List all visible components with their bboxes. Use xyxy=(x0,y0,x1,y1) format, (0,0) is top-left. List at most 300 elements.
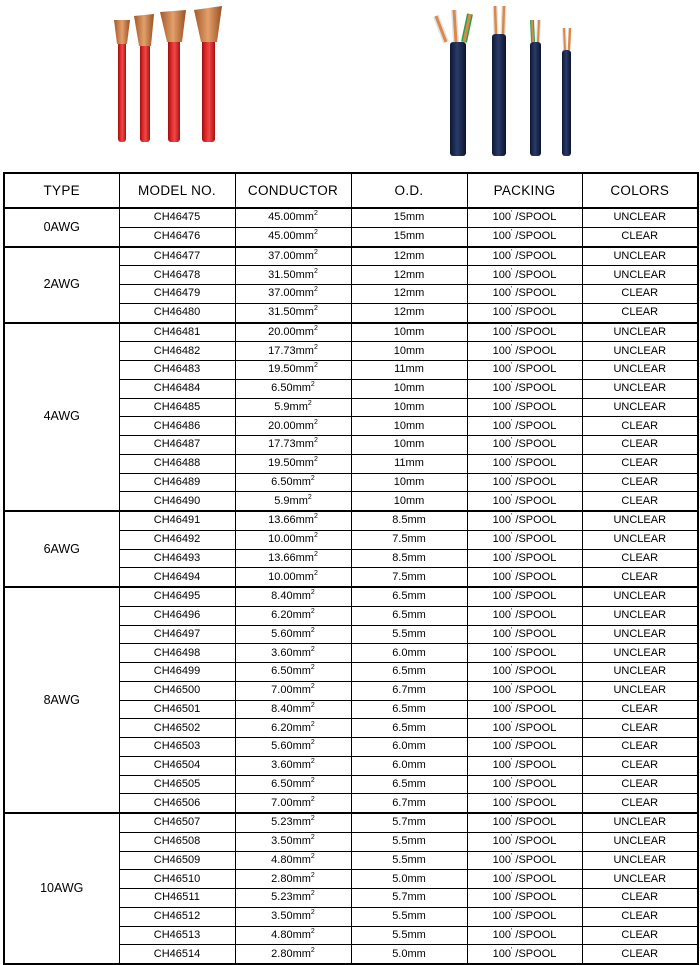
conductor-cell xyxy=(235,870,351,889)
packing-mark: ' xyxy=(510,927,513,935)
conductor-cell xyxy=(235,644,351,663)
od-cell: 12mm xyxy=(351,285,467,304)
packing-qty: 100 xyxy=(492,702,511,715)
conductor-unit-sup: 2 xyxy=(310,927,315,935)
conductor-unit-sup: 2 xyxy=(310,701,315,709)
od-cell: 15mm xyxy=(351,227,467,246)
table-body xyxy=(4,208,698,964)
packing-cell xyxy=(467,606,582,625)
color-cell: UNCLEAR xyxy=(582,342,698,361)
packing-mark: ' xyxy=(510,739,513,747)
conductor-unit-sup: 2 xyxy=(310,852,315,860)
packing-mark: ' xyxy=(510,399,513,407)
conductor-unit-sup: 2 xyxy=(310,626,315,634)
packing-qty: 100 xyxy=(492,457,511,470)
packing-mark: ' xyxy=(510,795,513,803)
packing-qty: 100 xyxy=(492,646,511,659)
packing-unit: /SPOOL xyxy=(512,740,557,753)
od-cell: 10mm xyxy=(351,379,467,398)
color-cell: CLEAR xyxy=(582,794,698,813)
packing-mark: ' xyxy=(510,286,513,294)
od-cell: 6.5mm xyxy=(351,700,467,719)
packing-cell xyxy=(467,719,582,738)
conductor-unit-sup: 2 xyxy=(310,381,315,389)
packing-qty: 100 xyxy=(492,627,511,640)
od-cell: 11mm xyxy=(351,454,467,473)
od-cell: 8.5mm xyxy=(351,549,467,568)
header-model-no: MODEL NO. xyxy=(119,173,235,208)
packing-cell xyxy=(467,227,582,246)
model-cell: CH46507 xyxy=(119,813,235,832)
packing-mark: ' xyxy=(510,608,513,616)
packing-cell xyxy=(467,417,582,436)
conductor-cell xyxy=(235,247,351,266)
od-cell: 11mm xyxy=(351,361,467,380)
conductor-value: 19.50mm xyxy=(268,457,314,470)
packing-unit: /SPOOL xyxy=(512,910,557,923)
packing-mark: ' xyxy=(510,645,513,653)
od-cell: 6.5mm xyxy=(351,606,467,625)
packing-cell xyxy=(467,587,582,606)
conductor-cell xyxy=(235,398,351,417)
od-cell: 12mm xyxy=(351,266,467,285)
packing-cell xyxy=(467,247,582,266)
packing-cell xyxy=(467,323,582,342)
od-cell: 10mm xyxy=(351,417,467,436)
conductor-cell xyxy=(235,907,351,926)
packing-cell xyxy=(467,266,582,285)
conductor-unit-sup: 2 xyxy=(310,608,315,616)
packing-mark: ' xyxy=(510,834,513,842)
conductor-cell xyxy=(235,323,351,342)
model-cell: CH46514 xyxy=(119,945,235,964)
packing-unit: /SPOOL xyxy=(512,249,557,262)
packing-cell xyxy=(467,361,582,380)
packing-mark: ' xyxy=(510,871,513,879)
table-row xyxy=(4,587,698,606)
packing-qty: 100 xyxy=(492,835,511,848)
color-cell: UNCLEAR xyxy=(582,208,698,227)
packing-qty: 100 xyxy=(492,928,511,941)
packing-unit: /SPOOL xyxy=(512,363,557,376)
model-cell: CH46506 xyxy=(119,794,235,813)
color-cell: CLEAR xyxy=(582,926,698,945)
packing-unit: /SPOOL xyxy=(512,684,557,697)
packing-mark: ' xyxy=(510,946,513,954)
conductor-cell xyxy=(235,851,351,870)
packing-unit: /SPOOL xyxy=(512,325,557,338)
conductor-cell xyxy=(235,266,351,285)
conductor-value: 2.80mm xyxy=(271,947,311,960)
packing-mark: ' xyxy=(510,343,513,351)
model-cell: CH46481 xyxy=(119,323,235,342)
conductor-value: 13.66mm xyxy=(268,551,314,564)
packing-mark: ' xyxy=(510,381,513,389)
type-cell: 2AWG xyxy=(4,247,119,323)
model-cell: CH46478 xyxy=(119,266,235,285)
packing-cell xyxy=(467,342,582,361)
packing-cell xyxy=(467,492,582,511)
model-cell: CH46480 xyxy=(119,303,235,322)
packing-unit: /SPOOL xyxy=(512,268,557,281)
od-cell: 6.0mm xyxy=(351,756,467,775)
header-colors: COLORS xyxy=(582,173,698,208)
color-cell: UNCLEAR xyxy=(582,870,698,889)
conductor-unit-sup: 2 xyxy=(310,890,315,898)
header-od: O.D. xyxy=(351,173,467,208)
packing-qty: 100 xyxy=(492,494,511,507)
conductor-cell xyxy=(235,511,351,530)
color-cell: CLEAR xyxy=(582,907,698,926)
packing-cell xyxy=(467,379,582,398)
model-cell: CH46502 xyxy=(119,719,235,738)
packing-mark: ' xyxy=(510,589,513,597)
packing-cell xyxy=(467,907,582,926)
conductor-cell xyxy=(235,530,351,549)
packing-mark: ' xyxy=(510,493,513,501)
conductor-value: 5.23mm xyxy=(271,891,311,904)
od-cell: 10mm xyxy=(351,323,467,342)
header-packing: PACKING xyxy=(467,173,582,208)
packing-cell xyxy=(467,700,582,719)
color-cell: CLEAR xyxy=(582,436,698,455)
conductor-cell xyxy=(235,568,351,587)
packing-unit: /SPOOL xyxy=(512,796,557,809)
conductor-unit-sup: 2 xyxy=(313,513,318,521)
type-cell: 8AWG xyxy=(4,587,119,813)
conductor-cell xyxy=(235,832,351,851)
conductor-unit-sup: 2 xyxy=(310,815,315,823)
conductor-cell xyxy=(235,700,351,719)
packing-unit: /SPOOL xyxy=(512,287,557,300)
packing-cell xyxy=(467,889,582,908)
color-cell: CLEAR xyxy=(582,285,698,304)
model-cell: CH46499 xyxy=(119,663,235,682)
packing-cell xyxy=(467,549,582,568)
color-cell: UNCLEAR xyxy=(582,606,698,625)
conductor-value: 2.80mm xyxy=(271,872,311,885)
packing-qty: 100 xyxy=(492,400,511,413)
od-cell: 5.7mm xyxy=(351,889,467,908)
color-cell: UNCLEAR xyxy=(582,361,698,380)
conductor-unit-sup: 2 xyxy=(313,456,318,464)
conductor-value: 4.80mm xyxy=(271,853,311,866)
packing-mark: ' xyxy=(510,683,513,691)
packing-unit: /SPOOL xyxy=(512,457,557,470)
conductor-value: 6.20mm xyxy=(271,609,311,622)
conductor-cell xyxy=(235,227,351,246)
conductor-cell xyxy=(235,549,351,568)
conductor-unit-sup: 2 xyxy=(313,550,318,558)
conductor-value: 8.40mm xyxy=(271,590,311,603)
packing-mark: ' xyxy=(510,720,513,728)
packing-cell xyxy=(467,625,582,644)
model-cell: CH46479 xyxy=(119,285,235,304)
table-row xyxy=(4,323,698,342)
packing-mark: ' xyxy=(510,701,513,709)
od-cell: 6.0mm xyxy=(351,738,467,757)
model-cell: CH46476 xyxy=(119,227,235,246)
conductor-cell xyxy=(235,625,351,644)
conductor-value: 6.20mm xyxy=(271,721,311,734)
packing-cell xyxy=(467,926,582,945)
model-cell: CH46508 xyxy=(119,832,235,851)
conductor-unit-sup: 2 xyxy=(310,776,315,784)
color-cell: CLEAR xyxy=(582,227,698,246)
od-cell: 7.5mm xyxy=(351,568,467,587)
header-conductor: CONDUCTOR xyxy=(235,173,351,208)
packing-qty: 100 xyxy=(492,609,511,622)
color-cell: UNCLEAR xyxy=(582,832,698,851)
packing-qty: 100 xyxy=(492,438,511,451)
conductor-unit-sup: 2 xyxy=(307,493,312,501)
packing-unit: /SPOOL xyxy=(512,211,557,224)
packing-unit: /SPOOL xyxy=(512,438,557,451)
conductor-value: 3.50mm xyxy=(271,835,311,848)
conductor-unit-sup: 2 xyxy=(310,645,315,653)
conductor-unit-sup: 2 xyxy=(310,474,315,482)
packing-qty: 100 xyxy=(492,363,511,376)
packing-unit: /SPOOL xyxy=(512,646,557,659)
color-cell: CLEAR xyxy=(582,775,698,794)
packing-mark: ' xyxy=(510,815,513,823)
packing-qty: 100 xyxy=(492,891,511,904)
packing-qty: 100 xyxy=(492,230,511,243)
model-cell: CH46503 xyxy=(119,738,235,757)
conductor-value: 45.00mm xyxy=(268,230,314,243)
od-cell: 6.5mm xyxy=(351,775,467,794)
model-cell: CH46497 xyxy=(119,625,235,644)
conductor-value: 5.60mm xyxy=(271,740,311,753)
packing-qty: 100 xyxy=(492,533,511,546)
conductor-value: 17.73mm xyxy=(268,438,314,451)
od-cell: 5.5mm xyxy=(351,926,467,945)
model-cell: CH46511 xyxy=(119,889,235,908)
packing-mark: ' xyxy=(510,758,513,766)
conductor-unit-sup: 2 xyxy=(310,946,315,954)
packing-unit: /SPOOL xyxy=(512,306,557,319)
model-cell: CH46504 xyxy=(119,756,235,775)
packing-unit: /SPOOL xyxy=(512,494,557,507)
conductor-value: 6.50mm xyxy=(271,475,311,488)
packing-unit: /SPOOL xyxy=(512,344,557,357)
color-cell: UNCLEAR xyxy=(582,266,698,285)
model-cell: CH46494 xyxy=(119,568,235,587)
model-cell: CH46490 xyxy=(119,492,235,511)
packing-qty: 100 xyxy=(492,759,511,772)
od-cell: 6.5mm xyxy=(351,663,467,682)
packing-unit: /SPOOL xyxy=(512,514,557,527)
packing-unit: /SPOOL xyxy=(512,627,557,640)
model-cell: CH46493 xyxy=(119,549,235,568)
packing-qty: 100 xyxy=(492,796,511,809)
packing-qty: 100 xyxy=(492,419,511,432)
packing-qty: 100 xyxy=(492,740,511,753)
conductor-cell xyxy=(235,945,351,964)
conductor-value: 5.60mm xyxy=(271,627,311,640)
packing-unit: /SPOOL xyxy=(512,382,557,395)
packing-qty: 100 xyxy=(492,590,511,603)
packing-mark: ' xyxy=(510,305,513,313)
packing-qty: 100 xyxy=(492,268,511,281)
od-cell: 5.5mm xyxy=(351,907,467,926)
packing-unit: /SPOOL xyxy=(512,853,557,866)
packing-cell xyxy=(467,945,582,964)
packing-unit: /SPOOL xyxy=(512,570,557,583)
model-cell: CH46501 xyxy=(119,700,235,719)
conductor-value: 17.73mm xyxy=(268,344,314,357)
model-cell: CH46475 xyxy=(119,208,235,227)
od-cell: 10mm xyxy=(351,436,467,455)
packing-mark: ' xyxy=(510,437,513,445)
conductor-cell xyxy=(235,473,351,492)
packing-unit: /SPOOL xyxy=(512,475,557,488)
conductor-cell xyxy=(235,379,351,398)
color-cell: CLEAR xyxy=(582,738,698,757)
packing-qty: 100 xyxy=(492,853,511,866)
conductor-cell xyxy=(235,303,351,322)
conductor-cell xyxy=(235,208,351,227)
conductor-value: 10.00mm xyxy=(268,533,314,546)
packing-qty: 100 xyxy=(492,382,511,395)
packing-mark: ' xyxy=(510,664,513,672)
packing-unit: /SPOOL xyxy=(512,947,557,960)
conductor-cell xyxy=(235,436,351,455)
header-type: TYPE xyxy=(4,173,119,208)
od-cell: 5.0mm xyxy=(351,870,467,889)
packing-cell xyxy=(467,738,582,757)
packing-cell xyxy=(467,511,582,530)
packing-cell xyxy=(467,794,582,813)
conductor-value: 4.80mm xyxy=(271,928,311,941)
conductor-cell xyxy=(235,719,351,738)
color-cell: CLEAR xyxy=(582,700,698,719)
packing-qty: 100 xyxy=(492,665,511,678)
conductor-value: 7.00mm xyxy=(271,796,311,809)
od-cell: 12mm xyxy=(351,303,467,322)
conductor-unit-sup: 2 xyxy=(310,834,315,842)
packing-unit: /SPOOL xyxy=(512,665,557,678)
packing-cell xyxy=(467,663,582,682)
model-cell: CH46484 xyxy=(119,379,235,398)
conductor-value: 37.00mm xyxy=(268,287,314,300)
model-cell: CH46496 xyxy=(119,606,235,625)
od-cell: 5.0mm xyxy=(351,945,467,964)
model-cell: CH46487 xyxy=(119,436,235,455)
conductor-value: 3.60mm xyxy=(271,646,311,659)
packing-unit: /SPOOL xyxy=(512,609,557,622)
packing-cell xyxy=(467,303,582,322)
conductor-unit-sup: 2 xyxy=(310,758,315,766)
packing-cell xyxy=(467,644,582,663)
color-cell: UNCLEAR xyxy=(582,813,698,832)
packing-unit: /SPOOL xyxy=(512,928,557,941)
model-cell: CH46482 xyxy=(119,342,235,361)
conductor-unit-sup: 2 xyxy=(310,909,315,917)
conductor-unit-sup: 2 xyxy=(310,589,315,597)
packing-unit: /SPOOL xyxy=(512,891,557,904)
packing-cell xyxy=(467,813,582,832)
conductor-value: 20.00mm xyxy=(268,325,314,338)
conductor-cell xyxy=(235,775,351,794)
od-cell: 12mm xyxy=(351,247,467,266)
table-row xyxy=(4,208,698,227)
conductor-unit-sup: 2 xyxy=(313,418,318,426)
conductor-cell xyxy=(235,285,351,304)
packing-cell xyxy=(467,285,582,304)
conductor-cell xyxy=(235,361,351,380)
conductor-unit-sup: 2 xyxy=(313,210,318,218)
packing-qty: 100 xyxy=(492,721,511,734)
packing-mark: ' xyxy=(510,513,513,521)
conductor-unit-sup: 2 xyxy=(310,795,315,803)
color-cell: UNCLEAR xyxy=(582,663,698,682)
conductor-value: 3.60mm xyxy=(271,759,311,772)
packing-cell xyxy=(467,568,582,587)
od-cell: 15mm xyxy=(351,208,467,227)
model-cell: CH46512 xyxy=(119,907,235,926)
conductor-value: 19.50mm xyxy=(268,363,314,376)
packing-unit: /SPOOL xyxy=(512,872,557,885)
conductor-unit-sup: 2 xyxy=(313,305,318,313)
packing-cell xyxy=(467,473,582,492)
model-cell: CH46483 xyxy=(119,361,235,380)
conductor-cell xyxy=(235,492,351,511)
packing-mark: ' xyxy=(510,229,513,237)
conductor-cell xyxy=(235,813,351,832)
color-cell: CLEAR xyxy=(582,889,698,908)
od-cell: 5.5mm xyxy=(351,851,467,870)
color-cell: UNCLEAR xyxy=(582,644,698,663)
conductor-cell xyxy=(235,794,351,813)
packing-unit: /SPOOL xyxy=(512,533,557,546)
od-cell: 5.7mm xyxy=(351,813,467,832)
model-cell: CH46492 xyxy=(119,530,235,549)
table-row xyxy=(4,247,698,266)
packing-cell xyxy=(467,436,582,455)
model-cell: CH46498 xyxy=(119,644,235,663)
packing-mark: ' xyxy=(510,890,513,898)
conductor-value: 8.40mm xyxy=(271,702,311,715)
packing-mark: ' xyxy=(510,569,513,577)
od-cell: 8.5mm xyxy=(351,511,467,530)
od-cell: 6.5mm xyxy=(351,587,467,606)
packing-cell xyxy=(467,530,582,549)
conductor-unit-sup: 2 xyxy=(313,324,318,332)
color-cell: CLEAR xyxy=(582,303,698,322)
conductor-value: 5.9mm xyxy=(274,400,308,413)
model-cell: CH46489 xyxy=(119,473,235,492)
conductor-unit-sup: 2 xyxy=(310,683,315,691)
packing-mark: ' xyxy=(510,474,513,482)
packing-qty: 100 xyxy=(492,475,511,488)
od-cell: 6.0mm xyxy=(351,644,467,663)
color-cell: CLEAR xyxy=(582,473,698,492)
color-cell: UNCLEAR xyxy=(582,587,698,606)
packing-mark: ' xyxy=(510,550,513,558)
packing-mark: ' xyxy=(510,418,513,426)
packing-qty: 100 xyxy=(492,325,511,338)
conductor-unit-sup: 2 xyxy=(313,437,318,445)
od-cell: 10mm xyxy=(351,398,467,417)
packing-mark: ' xyxy=(510,852,513,860)
od-cell: 10mm xyxy=(351,473,467,492)
conductor-unit-sup: 2 xyxy=(313,569,318,577)
model-cell: CH46477 xyxy=(119,247,235,266)
conductor-value: 13.66mm xyxy=(268,514,314,527)
conductor-unit-sup: 2 xyxy=(310,871,315,879)
packing-mark: ' xyxy=(510,362,513,370)
